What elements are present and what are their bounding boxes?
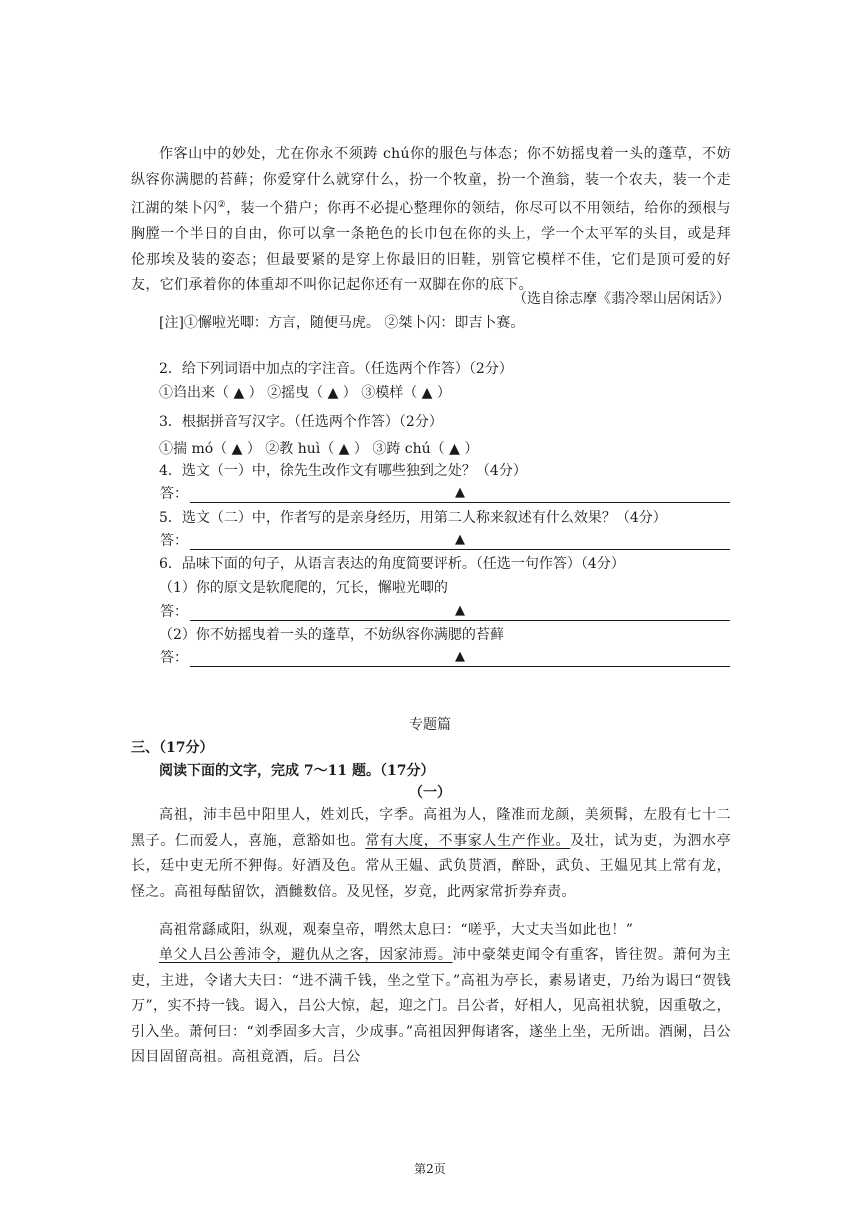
question-3-options: ①揣 mó（ ▲ ） ②教 huì（ ▲ ） ③踌 chú（ ▲ ） [159, 441, 479, 457]
passage-source: （选自徐志摩《翡冷翠山居闲话》） [513, 291, 730, 307]
reading-paragraph-3: 单父人吕公善沛令，避仇从之客，因家沛焉。沛中豪桀吏闻令有重客，皆往贺。萧何为主吏，主进，令诸大夫曰：“进不满千钱，坐之堂下。”高祖为亭长，素易诸吏，乃绐为谒曰“贺钱万”，实不持一钱。谒入，吕公大惊，起，迎之门。吕公者，好相人，见高祖状貌，因重敬之，引入坐。萧何曰：“刘季固多大言，少成事。”高祖因狎侮诸客，遂坐上坐，无所诎。酒阑，吕公因目固留高祖。高祖竟酒，后。吕公 [131, 947, 731, 1065]
underlined-sentence: 单父人吕公善沛令，避仇从之客，因家沛焉。 [159, 947, 453, 963]
answer-rule [190, 620, 730, 621]
sub-section-title: （一） [409, 785, 451, 801]
answer-line-q6-1[interactable]: 答： ▲ [160, 601, 730, 623]
answer-placeholder: ▲ [455, 603, 465, 618]
answer-rule [190, 666, 730, 667]
answer-placeholder: ▲ [455, 532, 465, 547]
answer-rule [190, 502, 730, 503]
reading-paragraph-2: 高祖常繇咸阳，纵观，观秦皇帝，喟然太息曰：“嗟乎，大丈夫当如此也！” [159, 922, 634, 938]
underlined-sentence: 常有大度，不事家人生产作业。 [365, 832, 571, 849]
answer-line-q4[interactable]: 答： ▲ [160, 483, 730, 505]
question-2: 2．给下列词语中加点的字注音。（任选两个作答）（2分） [159, 361, 513, 377]
question-6-2: （2）你不妨摇曳着一头的蓬草，不妨纵容你满腮的苔藓 [159, 627, 504, 643]
question-4: 4．选文（一）中，徐先生改作文有哪些独到之处？（4分） [159, 463, 527, 479]
answer-line-q6-2[interactable]: 答： ▲ [160, 647, 730, 669]
question-3: 3．根据拼音写汉字。（任选两个作答）（2分） [159, 414, 443, 430]
page-number: 第2页 [414, 1162, 446, 1176]
answer-rule [190, 549, 730, 550]
footnote-mark: ② [217, 200, 227, 210]
passage-paragraph: 作客山中的妙处，尤在你永不须踌 chú你的服色与体态；你不妨摇曳着一头的蓬草，不妨纵容你满腮的苔藓；你爱穿什么就穿什么，扮一个牧童，扮一个渔翁，装一个农夫，装一个走江湖的桀卜闪②，装一个猎户；你再不必提心整理你的领结，你尽可以不用领结，给你的颈根与胸膛一个半日的自由，你可以拿一条艳色的长巾包在你的头上，学一个太平军的头目，或是拜伦那埃及装的姿态；但最要紧的是穿上你最旧的旧鞋，别管它模样不佳，它们是顶可爱的好友，它们承着你的体重却不叫你记起你还有一双脚在你的底下。 [131, 146, 731, 294]
question-5: 5．选文（二）中，作者写的是亲身经历，用第二人称来叙述有什么效果？（4分） [159, 510, 667, 526]
question-6: 6．品味下面的句子，从语言表达的角度简要评析。（任选一句作答）（4分） [159, 556, 625, 572]
passage-note: [注]①懈啦光唧：方言，随便马虎。 ②桀卜闪：即吉卜赛。 [159, 315, 525, 331]
answer-placeholder: ▲ [455, 649, 465, 664]
answer-line-q5[interactable]: 答： ▲ [160, 530, 730, 552]
reading-paragraph-1: 高祖，沛丰邑中阳里人，姓刘氏，字季。高祖为人，隆准而龙颜，美须髯，左股有七十二黑子。仁而爱人，喜施，意豁如也。常有大度，不事家人生产作业。及壮，试为吏，为泗水亭长，廷中吏无所不狎侮。好酒及色。常从王媪、武负贳酒，醉卧，武负、王媪见其上常有龙，怪之。高祖每酤留饮，酒雠数倍。及见怪，岁竟，此两家常折券弃责。 [131, 807, 731, 900]
answer-placeholder: ▲ [455, 485, 465, 500]
part-title: 三、（17分） [131, 740, 214, 756]
section-heading: 专题篇 [409, 717, 451, 733]
question-6-1: （1）你的原文是软爬爬的，冗长，懈啦光唧的 [159, 580, 448, 596]
question-2-options: ①诌出来（ ▲ ） ②摇曳（ ▲ ） ③模样（ ▲ ） [159, 385, 451, 401]
reading-instruction: 阅读下面的文字，完成 7～11 题。（17分） [159, 763, 435, 779]
